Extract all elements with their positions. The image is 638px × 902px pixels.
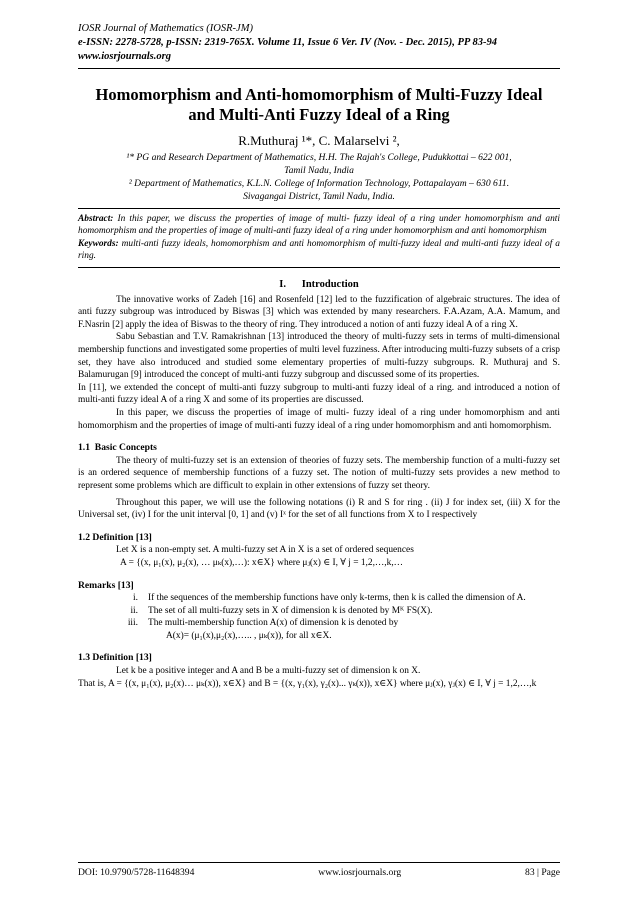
abstract (78, 213, 560, 238)
intro-paragraph-4: In this paper, we discuss the properties of image of multi- fuzzy ideal of a ring under homomorphism and anti homomorphism and the properties of image of multi-anti fuzzy ideal of a ring under homomorphism and anti homomorphism. (78, 407, 560, 431)
journal-name: IOSR Journal of Mathematics (IOSR-JM) (78, 23, 253, 34)
page-footer (78, 862, 560, 878)
journal-url: www.iosrjournals.org (78, 51, 171, 62)
affiliation-1-location: Tamil Nadu, India (284, 165, 354, 176)
heading-definition-1-2: 1.2 Definition [13] (78, 531, 152, 543)
abstract-top-rule (78, 208, 560, 209)
remark-formula: A(x)= (μ₁(x),μ₂(x),….. , μₖ(x)), for all x∈X. (166, 630, 332, 641)
heading-remarks: Remarks [13] (78, 579, 134, 591)
remark-text: The set of all multi-fuzzy sets in X of dimension k is denoted by Mᴷ FS(X). (148, 605, 433, 616)
abstract-bottom-rule (78, 267, 560, 268)
remark-number: i. (133, 593, 138, 604)
remark-number: ii. (130, 605, 138, 616)
def13-line-2: That is, A = {(x, μ₁(x), μ₂(x)… μₖ(x)), x∈X} and B = {(x, γ₁(x), γ₂(x)... γₖ(x)), x∈X} where μⱼ(x), γⱼ(x) ∈ I, ∀ j = 1,2,…,k (78, 678, 537, 689)
header-rule (78, 68, 560, 69)
authors: R.Muthuraj ¹*, C. Malarselvi ², (238, 133, 400, 148)
def13-line-1: Let k be a positive integer and A and B be a multi-fuzzy set of dimension k on X. (116, 666, 421, 677)
title-line-2: and Multi-Anti Fuzzy Ideal of a Ring (188, 105, 450, 124)
footer-page-number: 83 | Page (525, 867, 560, 878)
paper-title (78, 85, 560, 125)
remark-text: If the sequences of the membership functions have only k-terms, then k is called the dimension of A. (148, 593, 526, 604)
heading-definition-1-3: 1.3 Definition [13] (78, 652, 152, 664)
remark-item (78, 592, 560, 605)
intro-paragraph-2: Sabu Sebastian and T.V. Ramakrishnan [13] introduced the theory of multi-fuzzy sets in terms of multi-dimensional membership functions and investigated some properties of multi level fuzziness. After introducing multi-fuzzy subsets of a crisp set, they have also introduced and studied some elementary properties of multi-fuzzy subgroups. R. Muthuraj and S. Balamurugan [9] introduced the concept of multi-anti fuzzy subgroup and discussed some of its properties. (78, 332, 560, 381)
remark-item (78, 617, 560, 630)
affiliation-1: ¹* PG and Research Department of Mathematics, H.H. The Rajah's College, Pudukkottai – 622 001, (126, 152, 512, 163)
abstract-label: Abstract: (78, 214, 114, 224)
paper-page (78, 22, 560, 690)
def12-line-1: Let X is a non-empty set. A multi-fuzzy set A in X is a set of ordered sequences (116, 545, 414, 556)
affiliation-2-location: Sivagangai District, Tamil Nadu, India. (243, 191, 395, 202)
remarks-list (78, 592, 560, 642)
basic-paragraph-2: Throughout this paper, we will use the following notations (i) R and S for ring . (ii) J for index set, (iii) X for the Universal set, (iv) I for the unit interval [0, 1] and (v) Iˣ for the set of all functions from X to I respectively (78, 497, 560, 521)
footer-site: www.iosrjournals.org (318, 867, 402, 878)
remark-number: iii. (127, 618, 138, 629)
footer-doi: DOI: 10.9790/5728-11648394 (78, 867, 195, 878)
journal-header (78, 22, 560, 64)
keywords-text: multi-anti fuzzy ideals, homomorphism and anti homomorphism of multi-fuzzy ideal and multi-anti fuzzy ideal of a ring. (78, 238, 560, 262)
abstract-text: In this paper, we discuss the properties of image of multi- fuzzy ideal of a ring under homomorphism and anti homomorphism and the properties of image of multi-anti fuzzy ideal of a ring under homomorphism and anti homomorphism (78, 214, 560, 237)
section-heading-introduction: I. Introduction (279, 278, 359, 290)
title-line-1: Homomorphism and Anti-homomorphism of Multi-Fuzzy Ideal (95, 85, 543, 104)
footer-row (78, 863, 560, 878)
remark-item (78, 605, 560, 618)
affiliations (78, 151, 560, 203)
heading-basic-concepts: 1.1 Basic Concepts (78, 442, 157, 454)
keywords-label: Keywords: (78, 238, 119, 249)
remark-text: The multi-membership function A(x) of dimension k is denoted by (148, 618, 399, 629)
affiliation-2: ² Department of Mathematics, K.L.N. College of Information Technology, Pottapalayam – 630 611. (128, 178, 510, 189)
basic-paragraph-1: The theory of multi-fuzzy set is an extension of theories of fuzzy sets. The membership function of a multi-fuzzy set is an ordered sequence of membership functions of a fuzzy set. The notion of multi-fuzzy sets provides a new method to represent some problems which are difficult to explain in other extensions of fuzzy set theory. (78, 455, 560, 491)
intro-paragraph-3: In [11], we extended the concept of multi-anti fuzzy subgroup to multi-anti fuzzy ideal of a ring. and introduced a notion of multi-anti fuzzy ideal A of a ring X and some of its properties are discussed. (78, 382, 560, 406)
def12-formula: A = {(x, μ₁(x), μ₂(x), … μₖ(x),…): x∈X} where μⱼ(x) ∈ I, ∀ j = 1,2,…,k,… (120, 557, 404, 568)
intro-paragraph-1: The innovative works of Zadeh [16] and Rosenfeld [12] led to the fuzzification of algebraic structures. The idea of anti fuzzy subgroup was introduced by Biswas [3] which was extended by many researchers. F.A.Azam, A.A. Mamum, and F.Nasrin [2] apply the idea of Biswas to the theory of ring. They introduced a notion of anti fuzzy ideal A of a ring X. (78, 294, 560, 330)
keywords (78, 238, 560, 263)
journal-issn: e-ISSN: 2278-5728, p-ISSN: 2319-765X. Volume 11, Issue 6 Ver. IV (Nov. - Dec. 2015), PP 83-94 (78, 37, 498, 48)
